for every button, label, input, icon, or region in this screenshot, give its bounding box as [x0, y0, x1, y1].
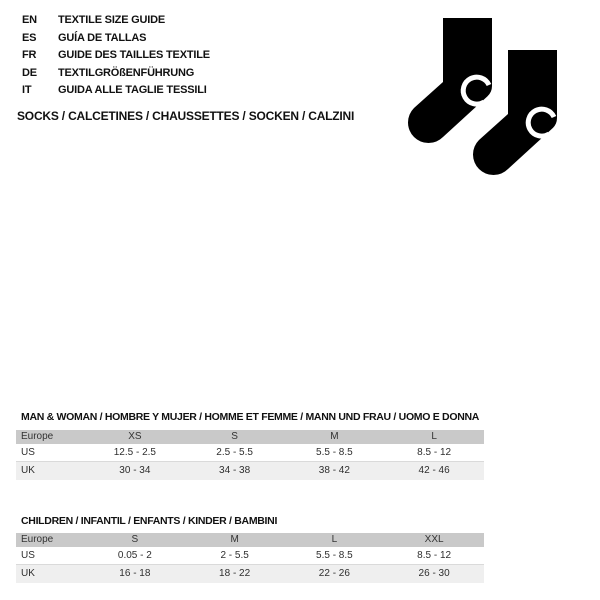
- size-value: 12.5 - 2.5: [113, 447, 156, 458]
- row-label: US: [21, 447, 35, 458]
- language-row-de: [22, 65, 210, 83]
- column-header: M: [230, 534, 239, 545]
- table-row-uk: [16, 565, 484, 583]
- column-header: XXL: [424, 534, 444, 545]
- size-value: 8.5 - 12: [417, 550, 452, 561]
- size-value: 34 - 38: [219, 465, 251, 476]
- size-value: 42 - 46: [418, 465, 450, 476]
- language-label: TEXTILGRÖßENFÜHRUNG: [58, 66, 195, 79]
- size-value: 5.5 - 8.5: [316, 447, 353, 458]
- language-code: ES: [22, 31, 37, 44]
- socks-icon: [405, 12, 565, 180]
- size-value: 22 - 26: [318, 568, 350, 579]
- language-code: DE: [22, 66, 37, 79]
- table-row-us: [16, 547, 484, 565]
- size-value: 0.05 - 2: [117, 550, 152, 561]
- column-header: L: [431, 431, 437, 442]
- language-code: FR: [22, 49, 37, 61]
- size-value: 16 - 18: [119, 568, 151, 579]
- language-label: TEXTILE SIZE GUIDE: [58, 14, 166, 26]
- table-row-us: [16, 444, 484, 462]
- column-header: S: [231, 431, 238, 442]
- size-value: 2.5 - 5.5: [216, 447, 253, 458]
- column-header: Europe: [21, 534, 54, 545]
- language-code: IT: [22, 84, 32, 96]
- size-table-adults: [16, 430, 484, 480]
- language-label: GUIDE DES TAILLES TEXTILE: [58, 49, 210, 61]
- size-value: 5.5 - 8.5: [316, 550, 353, 561]
- column-header: XS: [128, 431, 142, 442]
- language-list: [22, 12, 210, 100]
- table-row-uk: [16, 462, 484, 480]
- column-header: L: [331, 534, 338, 545]
- size-value: 2 - 5.5: [220, 550, 249, 561]
- table-header-row: [16, 533, 484, 547]
- table-header-row: [16, 430, 484, 444]
- table-title-adults: MAN & WOMAN / HOMBRE Y MUJER / HOMME ET FEMME / MANN UND FRAU / UOMO E DONNA: [21, 411, 480, 423]
- size-value: 18 - 22: [219, 568, 251, 579]
- size-value: 30 - 34: [119, 465, 151, 476]
- language-row-it: [22, 82, 210, 100]
- row-label: UK: [21, 568, 35, 579]
- category-title: SOCKS / CALCETINES / CHAUSSETTES / SOCKEN / CALZINI: [17, 109, 355, 123]
- size-value: 38 - 42: [318, 465, 350, 476]
- sock-left: [408, 18, 492, 143]
- column-header: S: [131, 534, 139, 545]
- size-value: 8.5 - 12: [417, 447, 452, 458]
- language-label: GUIDA ALLE TAGLIE TESSILI: [58, 84, 207, 96]
- row-label: US: [21, 550, 35, 561]
- language-row-fr: [22, 47, 210, 65]
- language-row-en: [22, 12, 210, 30]
- column-header: Europe: [21, 431, 54, 442]
- size-value: 26 - 30: [418, 568, 450, 579]
- table-title-children: CHILDREN / INFANTIL / ENFANTS / KINDER / BAMBINI: [21, 515, 278, 527]
- language-code: EN: [22, 14, 37, 26]
- column-header: M: [330, 431, 339, 442]
- row-label: UK: [21, 465, 35, 476]
- size-table-children: [16, 533, 484, 583]
- language-row-es: [22, 30, 210, 48]
- language-label: GUÍA DE TALLAS: [58, 31, 147, 44]
